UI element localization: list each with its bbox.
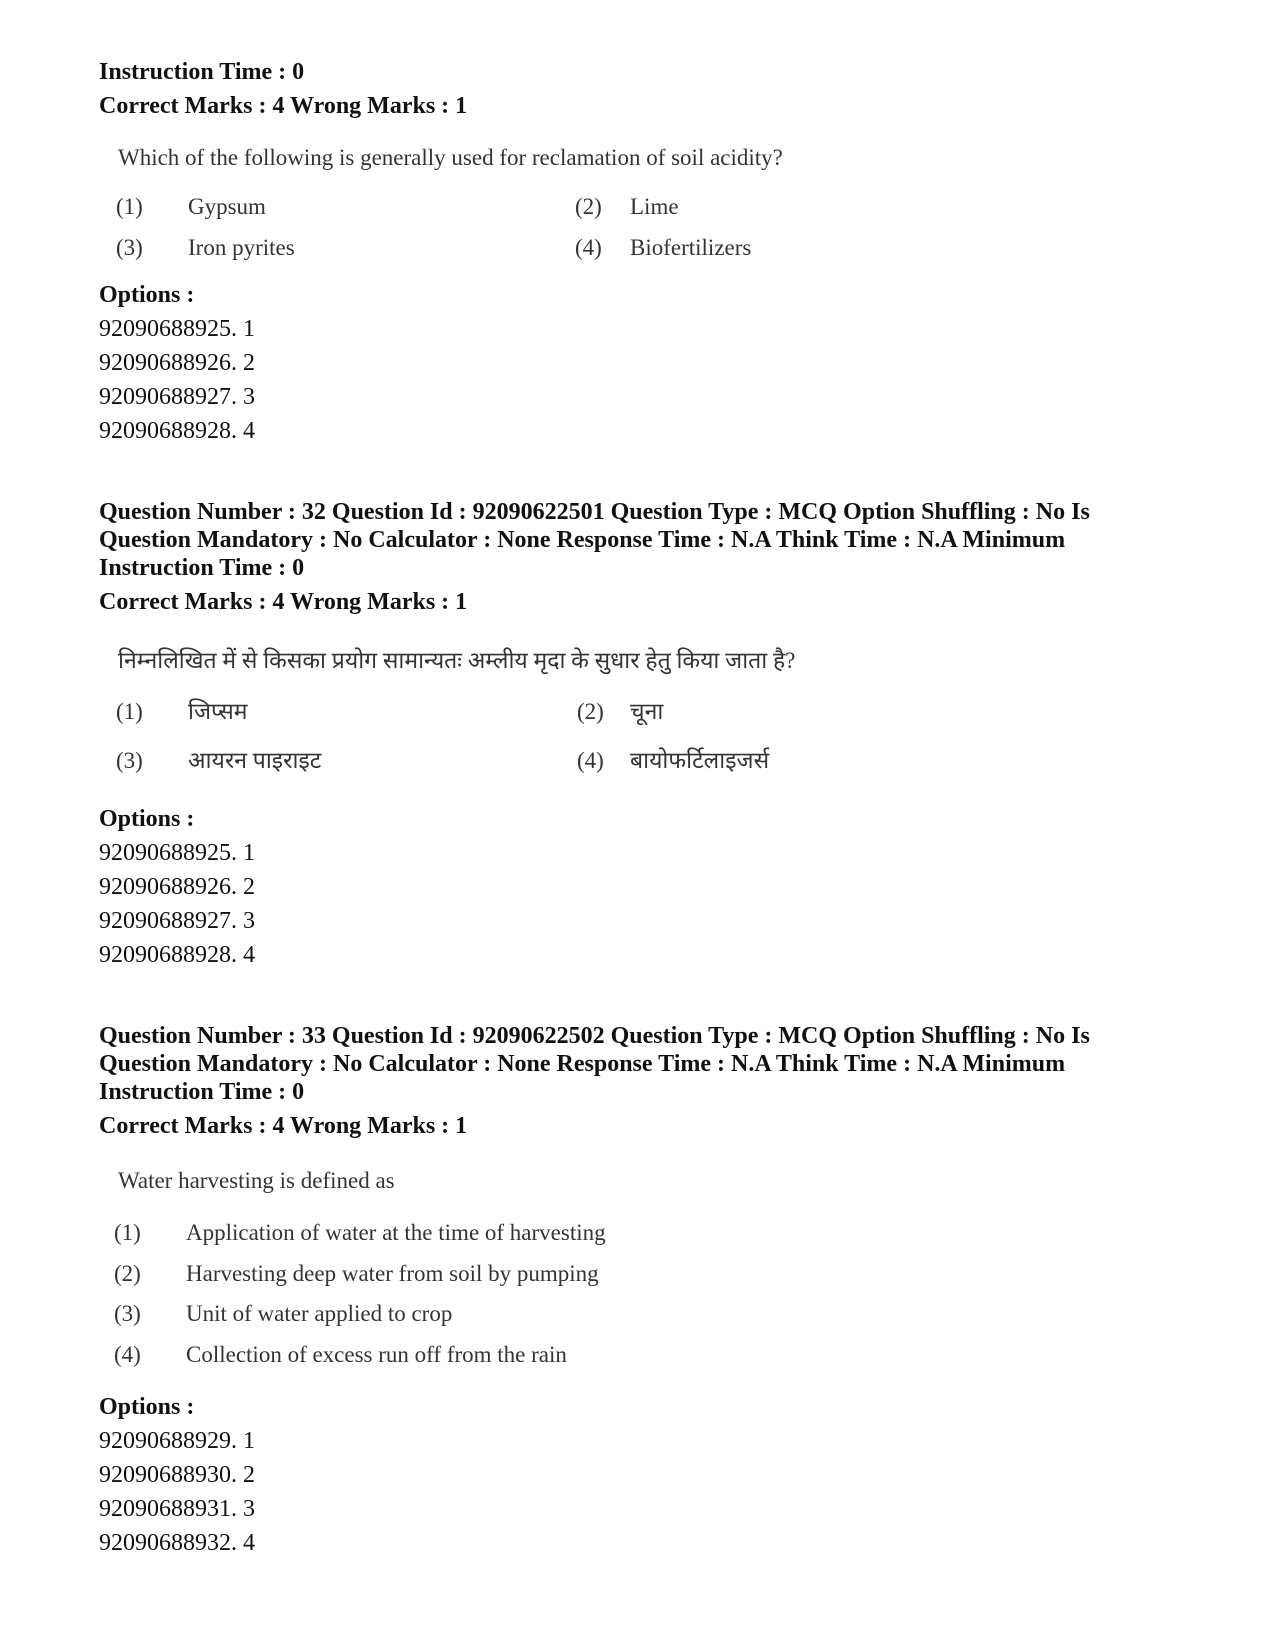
choice-text: Harvesting deep water from soil by pumping xyxy=(186,1261,599,1286)
choice-text: जिप्सम xyxy=(188,699,248,724)
choice-text: Iron pyrites xyxy=(188,235,295,260)
q32-option-2: 92090688926. 2 xyxy=(99,874,255,900)
q31-option-1: 92090688925. 1 xyxy=(99,316,255,342)
q32-marks: Correct Marks : 4 Wrong Marks : 1 xyxy=(99,589,468,615)
q31-option-3: 92090688927. 3 xyxy=(99,384,255,410)
choice-number: (4) xyxy=(114,1342,141,1367)
choice-number: (2) xyxy=(575,194,602,219)
choice-text: Gypsum xyxy=(188,194,266,219)
choice-number: (4) xyxy=(577,748,604,773)
q31-options-label: Options : xyxy=(99,282,195,308)
choice-number: (3) xyxy=(114,1301,141,1326)
q32-choice-2 xyxy=(577,694,663,726)
choice-text: Unit of water applied to crop xyxy=(186,1301,453,1326)
q32-header-line-1: Question Number : 32 Question Id : 92090622501 Question Type : MCQ Option Shuffling : No Is xyxy=(99,499,1090,525)
q31-option-4: 92090688928. 4 xyxy=(99,418,255,444)
q32-choice-3 xyxy=(116,743,321,775)
q31-choice-3 xyxy=(116,235,295,261)
choice-number: (1) xyxy=(116,699,143,724)
choice-text: Application of water at the time of harvesting xyxy=(186,1220,606,1245)
choice-number: (3) xyxy=(116,748,143,773)
q32-question-text: निम्नलिखित में से किसका प्रयोग सामान्यतः अम्लीय मृदा के सुधार हेतु किया जाता है? xyxy=(118,648,796,673)
q32-choice-4 xyxy=(577,743,769,775)
q31-choice-4 xyxy=(575,235,751,261)
q32-header-line-2: Question Mandatory : No Calculator : None Response Time : N.A Think Time : N.A Minimum xyxy=(99,527,1066,553)
choice-number: (2) xyxy=(114,1261,141,1286)
q33-header-line-1: Question Number : 33 Question Id : 92090622502 Question Type : MCQ Option Shuffling : No Is xyxy=(99,1023,1090,1049)
q31-instruction-time: Instruction Time : 0 xyxy=(99,59,305,85)
q32-option-4: 92090688928. 4 xyxy=(99,942,255,968)
q32-instruction-time: Instruction Time : 0 xyxy=(99,555,305,581)
q33-header-line-2: Question Mandatory : No Calculator : None Response Time : N.A Think Time : N.A Minimum xyxy=(99,1051,1066,1077)
choice-number: (1) xyxy=(116,194,143,219)
choice-number: (3) xyxy=(116,235,143,260)
choice-number: (4) xyxy=(575,235,602,260)
q33-option-2: 92090688930. 2 xyxy=(99,1462,255,1488)
q33-option-3: 92090688931. 3 xyxy=(99,1496,255,1522)
q31-option-2: 92090688926. 2 xyxy=(99,350,255,376)
choice-text: चूना xyxy=(630,699,664,724)
choice-text: Collection of excess run off from the rain xyxy=(186,1342,567,1367)
choice-text: Lime xyxy=(630,194,679,219)
q33-option-4: 92090688932. 4 xyxy=(99,1530,255,1556)
q33-choice-3 xyxy=(114,1301,452,1327)
q33-instruction-time: Instruction Time : 0 xyxy=(99,1079,305,1105)
q31-marks: Correct Marks : 4 Wrong Marks : 1 xyxy=(99,93,468,119)
q31-choice-1 xyxy=(116,194,266,220)
q33-marks: Correct Marks : 4 Wrong Marks : 1 xyxy=(99,1113,468,1139)
choice-number: (2) xyxy=(577,699,604,724)
q33-options-label: Options : xyxy=(99,1394,195,1420)
q33-option-1: 92090688929. 1 xyxy=(99,1428,255,1454)
choice-text: आयरन पाइराइट xyxy=(188,748,322,773)
choice-text: बायोफर्टिलाइजर्स xyxy=(630,748,770,773)
q32-option-3: 92090688927. 3 xyxy=(99,908,255,934)
q32-choice-1 xyxy=(116,694,248,726)
choice-text: Biofertilizers xyxy=(630,235,752,260)
q33-choice-1 xyxy=(114,1220,606,1246)
q33-question-text: Water harvesting is defined as xyxy=(118,1168,395,1193)
choice-number: (1) xyxy=(114,1220,141,1245)
q33-choice-2 xyxy=(114,1261,599,1287)
q32-options-label: Options : xyxy=(99,806,195,832)
q32-option-1: 92090688925. 1 xyxy=(99,840,255,866)
q33-choice-4 xyxy=(114,1342,567,1368)
q31-choice-2 xyxy=(575,194,679,220)
q31-question-text: Which of the following is generally used for reclamation of soil acidity? xyxy=(118,145,783,170)
